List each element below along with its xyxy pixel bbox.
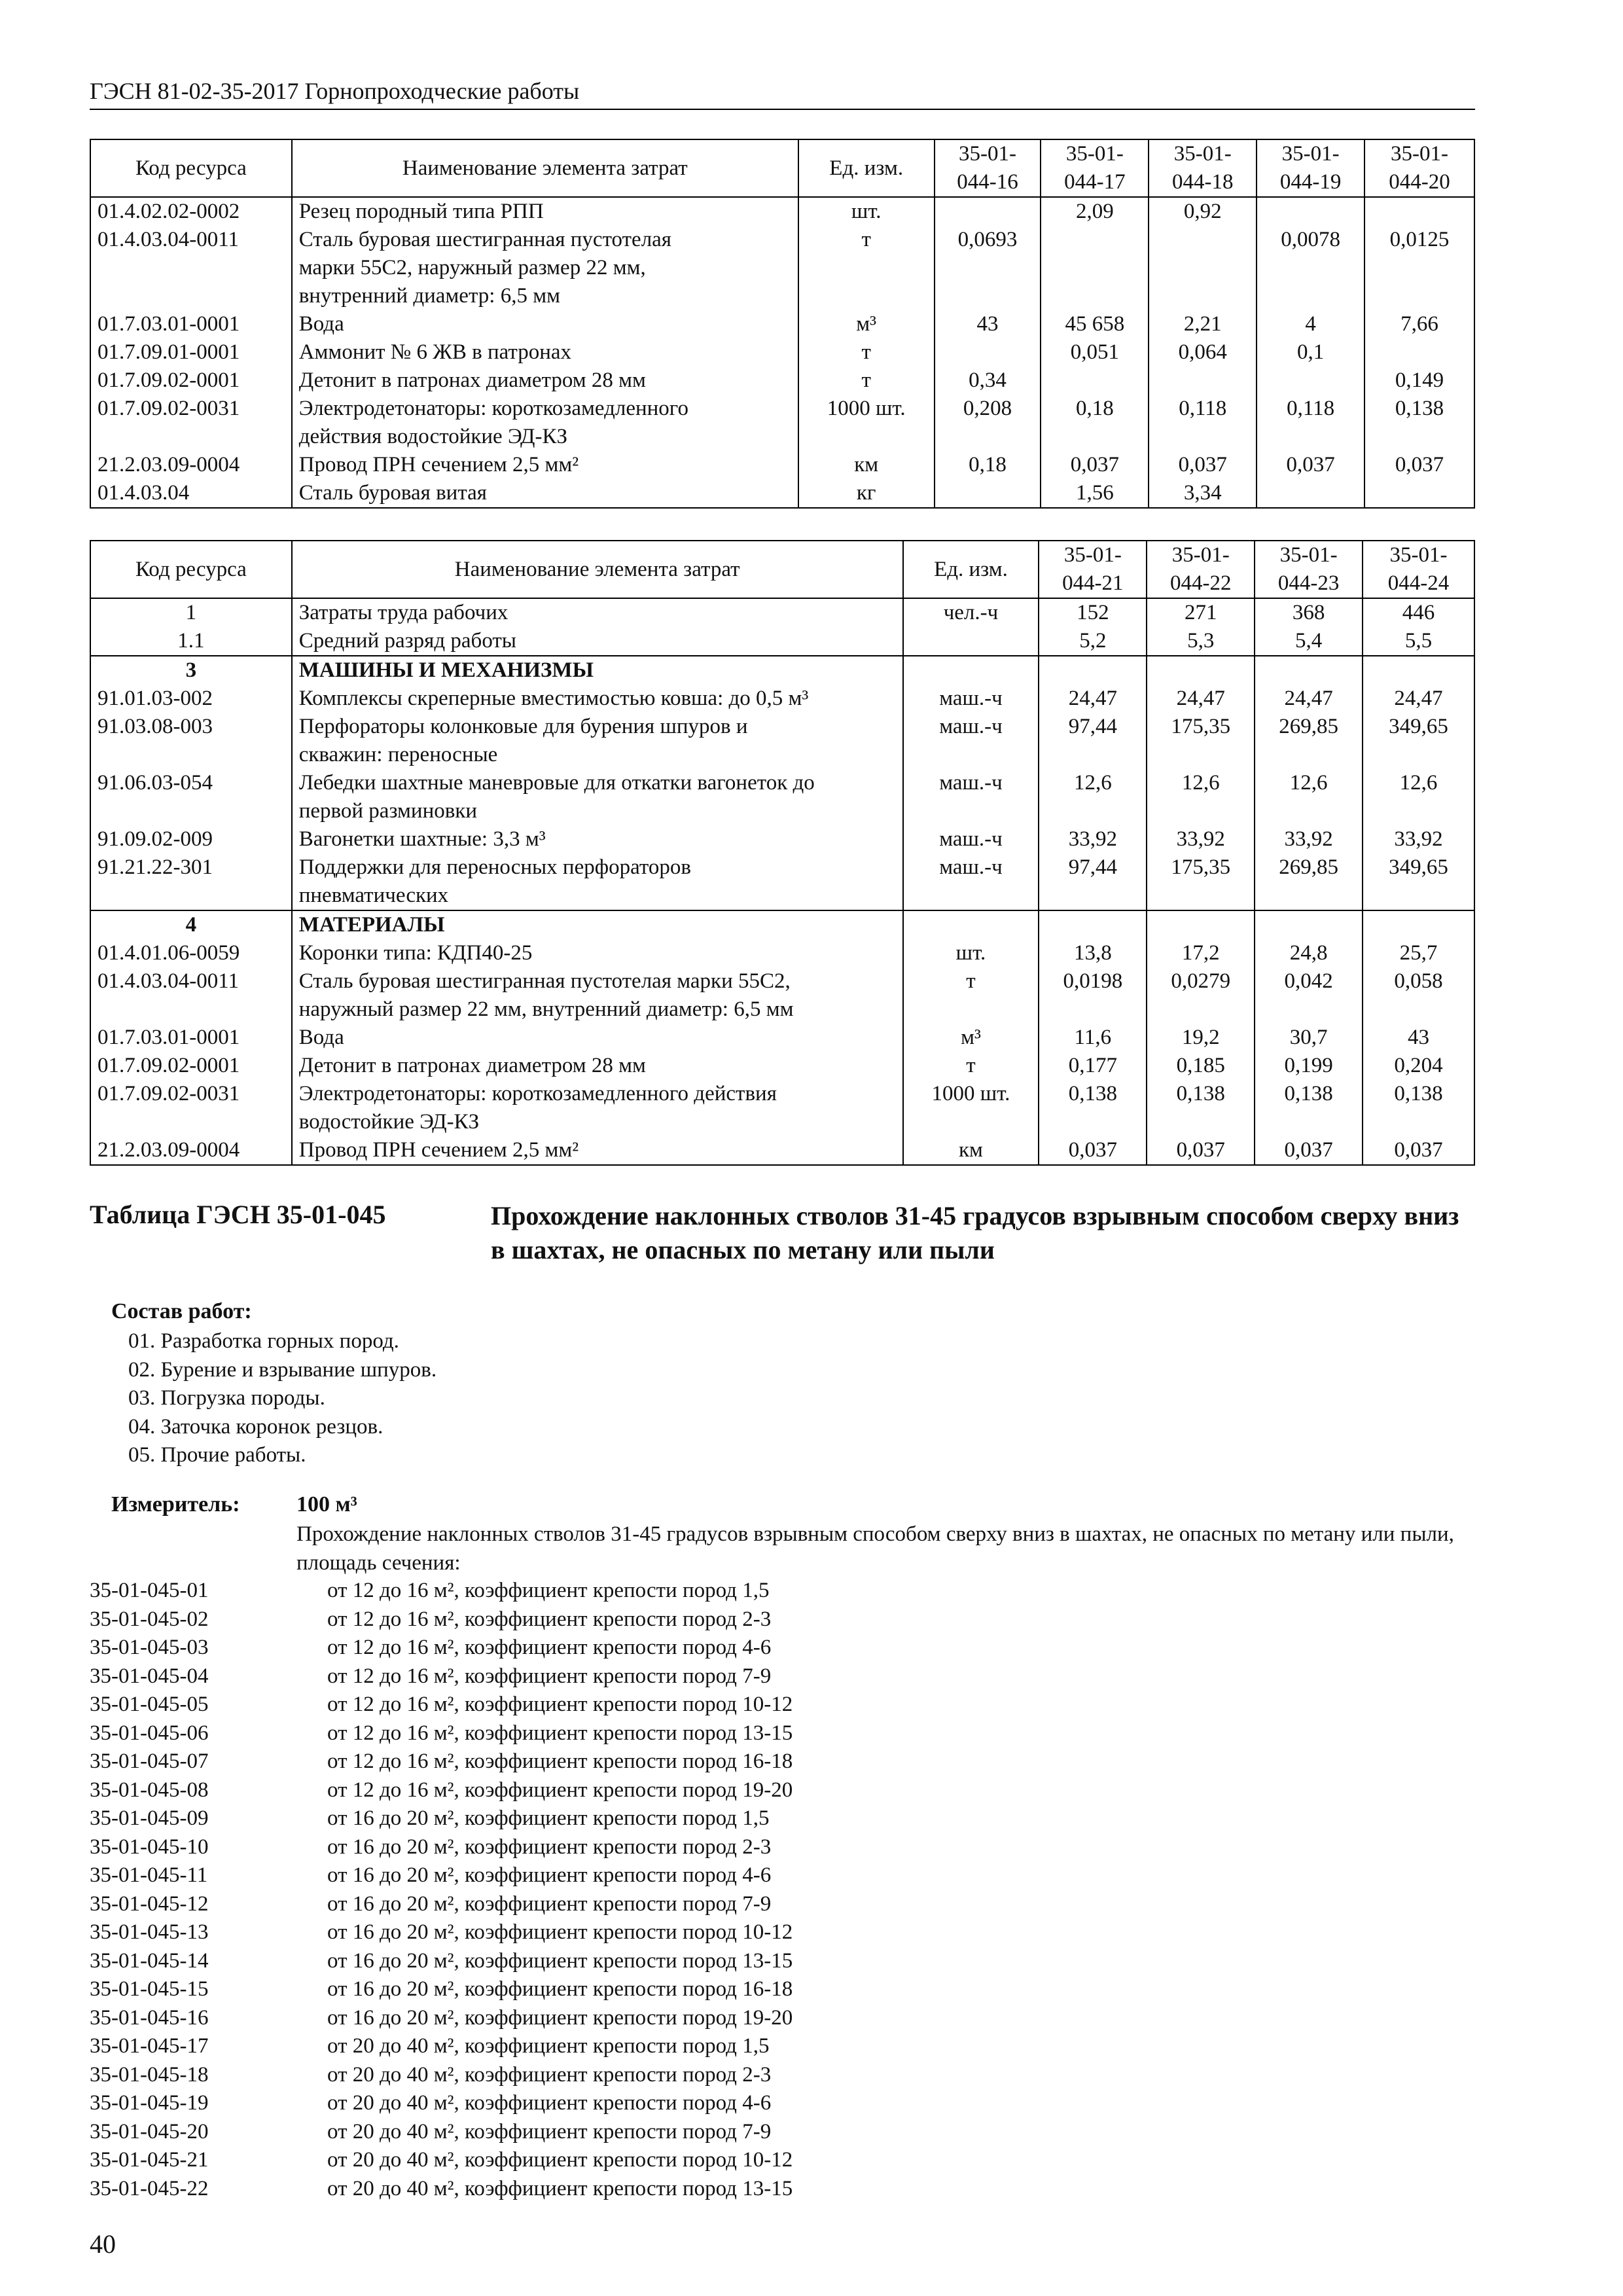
value-cell (935, 479, 1041, 508)
work-composition-item: 02. Бурение и взрывание шпуров. (128, 1357, 437, 1382)
value-cell (1363, 910, 1474, 939)
resource-code: 01.4.02.02-0002 (90, 197, 292, 226)
rate-row (90, 1975, 793, 2004)
value-cell: 0,92 (1149, 197, 1257, 226)
value-cell (1257, 197, 1364, 226)
rate-description: от 20 до 40 м², коэффициент крепости пород 2-3 (327, 2062, 772, 2087)
unit-cell: чел.-ч (903, 598, 1039, 627)
unit-cell: м³ (798, 310, 935, 338)
value-cell: 12,6 (1255, 769, 1363, 825)
value-cell: 269,85 (1255, 713, 1363, 769)
resource-name: Провод ПРН сечением 2,5 мм² (292, 451, 798, 479)
resource-name: Затраты труда рабочих (292, 598, 903, 627)
table-row (90, 1080, 1474, 1136)
resource-code: 4 (90, 910, 292, 939)
value-cell: 0,064 (1149, 338, 1257, 367)
value-cell: 33,92 (1147, 825, 1255, 853)
rate-code: 35-01-045-16 (90, 2005, 209, 2030)
value-cell: 0,0279 (1147, 967, 1255, 1024)
rate-row (90, 1861, 793, 1890)
value-cell: 446 (1363, 598, 1474, 627)
unit-cell: шт. (903, 939, 1039, 967)
rate-row (90, 1804, 793, 1833)
resource-code: 21.2.03.09-0004 (90, 1136, 292, 1165)
resource-code: 01.7.09.02-0031 (90, 1080, 292, 1136)
table-row (90, 967, 1474, 1024)
table-row (90, 1024, 1474, 1052)
value-cell (1147, 910, 1255, 939)
rate-list (90, 1577, 793, 2203)
value-cell: 13,8 (1039, 939, 1147, 967)
unit-cell: маш.-ч (903, 713, 1039, 769)
value-cell: 0,0693 (935, 226, 1041, 310)
value-cell: 0,149 (1364, 367, 1474, 395)
rate-row (90, 1691, 793, 1719)
resource-table-044-16-20 (90, 139, 1475, 509)
resource-name: Аммонит № 6 ЖВ в патронах (292, 338, 798, 367)
resource-code: 91.09.02-009 (90, 825, 292, 853)
resource-name: МАШИНЫ И МЕХАНИЗМЫ (292, 656, 903, 685)
rate-description: от 16 до 20 м², коэффициент крепости пород 7-9 (327, 1892, 772, 1916)
unit-cell: маш.-ч (903, 825, 1039, 853)
work-composition-item: 03. Погрузка породы. (128, 1386, 325, 1410)
table-row (90, 825, 1474, 853)
resource-code: 91.21.22-301 (90, 853, 292, 910)
resource-name: Коронки типа: КДП40-25 (292, 939, 903, 967)
table-heading: Таблица ГЭСН 35-01-045 (90, 1200, 386, 1229)
rate-code: 35-01-045-07 (90, 1749, 209, 1773)
rate-description: от 20 до 40 м², коэффициент крепости пород 7-9 (327, 2119, 772, 2144)
table-row (90, 627, 1474, 656)
rate-description: от 20 до 40 м², коэффициент крепости пород 4-6 (327, 2091, 772, 2115)
header-divider (90, 109, 1475, 110)
rate-row (90, 1748, 793, 1776)
value-cell: 19,2 (1147, 1024, 1255, 1052)
resource-code: 01.7.09.02-0031 (90, 395, 292, 451)
rate-row (90, 2032, 793, 2061)
resource-code: 91.03.08-003 (90, 713, 292, 769)
resource-name: Резец породный типа РПП (292, 197, 798, 226)
value-cell: 33,92 (1363, 825, 1474, 853)
resource-code: 01.4.03.04-0011 (90, 226, 292, 310)
unit-cell (903, 656, 1039, 685)
rate-description: от 16 до 20 м², коэффициент крепости пород 16-18 (327, 1977, 793, 2001)
rate-description: от 12 до 16 м², коэффициент крепости пород 4-6 (327, 1636, 772, 1659)
rate-code: 35-01-045-01 (90, 1579, 209, 1602)
value-cell: 45 658 (1041, 310, 1149, 338)
value-cell: 12,6 (1039, 769, 1147, 825)
rate-row (90, 1577, 793, 1605)
table-row (90, 939, 1474, 967)
unit-cell: шт. (798, 197, 935, 226)
rate-code: 35-01-045-18 (90, 2062, 209, 2087)
resource-name: Электродетонаторы: короткозамедленного действия водостойкие ЭД-КЗ (292, 395, 798, 451)
rate-row (90, 2175, 793, 2204)
resource-code: 01.7.09.02-0001 (90, 367, 292, 395)
rate-row (90, 1833, 793, 1862)
unit-cell: т (798, 338, 935, 367)
value-cell: 12,6 (1147, 769, 1255, 825)
value-cell (1364, 197, 1474, 226)
value-cell: 5,5 (1363, 627, 1474, 656)
value-cell: 43 (1363, 1024, 1474, 1052)
table-row (90, 479, 1474, 508)
value-cell: 97,44 (1039, 713, 1147, 769)
resource-name: Лебедки шахтные маневровые для откатки вагонеток до первой разминовки (292, 769, 903, 825)
unit-cell: 1000 шт. (798, 395, 935, 451)
value-cell: 24,47 (1039, 685, 1147, 713)
value-cell: 24,8 (1255, 939, 1363, 967)
table-row (90, 1136, 1474, 1165)
value-cell: 2,21 (1149, 310, 1257, 338)
value-cell (1364, 479, 1474, 508)
unit-cell: кг (798, 479, 935, 508)
value-cell: 0,118 (1149, 395, 1257, 451)
unit-cell: маш.-ч (903, 769, 1039, 825)
rate-row (90, 1719, 793, 1748)
rate-code: 35-01-045-10 (90, 1835, 209, 1859)
value-cell: 0,185 (1147, 1052, 1255, 1080)
resource-code: 91.01.03-002 (90, 685, 292, 713)
value-cell: 0,058 (1363, 967, 1474, 1024)
value-cell (1255, 910, 1363, 939)
value-cell: 17,2 (1147, 939, 1255, 967)
value-cell (1039, 656, 1147, 685)
column-header: Ед. изм. (903, 541, 1039, 598)
value-cell: 0,199 (1255, 1052, 1363, 1080)
rate-row (90, 1947, 793, 1976)
rate-description: от 12 до 16 м², коэффициент крепости пород 10-12 (327, 1693, 793, 1716)
value-cell (935, 338, 1041, 367)
resource-name: Детонит в патронах диаметром 28 мм (292, 1052, 903, 1080)
value-cell: 175,35 (1147, 713, 1255, 769)
value-cell: 0,138 (1364, 395, 1474, 451)
column-header: 35-01- 044-16 (935, 139, 1041, 197)
value-cell: 33,92 (1255, 825, 1363, 853)
table-row (90, 598, 1474, 627)
column-header: 35-01- 044-23 (1255, 541, 1363, 598)
value-cell (1041, 367, 1149, 395)
value-cell: 0,138 (1147, 1080, 1255, 1136)
table-row (90, 853, 1474, 910)
rate-description: от 16 до 20 м², коэффициент крепости пород 4-6 (327, 1863, 772, 1887)
resource-name: Сталь буровая шестигранная пустотелая марки 55С2, наружный размер 22 мм, внутренний диаметр: 6,5 мм (292, 226, 798, 310)
unit-cell: км (798, 451, 935, 479)
resource-name: Сталь буровая витая (292, 479, 798, 508)
work-composition-item: 01. Разработка горных пород. (128, 1329, 399, 1353)
value-cell: 0,051 (1041, 338, 1149, 367)
value-cell: 24,47 (1255, 685, 1363, 713)
unit-cell: т (903, 967, 1039, 1024)
rate-description: от 12 до 16 м², коэффициент крепости пород 7-9 (327, 1664, 772, 1688)
column-header: 35-01- 044-20 (1364, 139, 1474, 197)
value-cell: 3,34 (1149, 479, 1257, 508)
column-header: Ед. изм. (798, 139, 935, 197)
value-cell: 0,204 (1363, 1052, 1474, 1080)
value-cell: 24,47 (1363, 685, 1474, 713)
column-header: Код ресурса (90, 541, 292, 598)
rate-description: от 12 до 16 м², коэффициент крепости пород 19-20 (327, 1778, 793, 1802)
resource-code: 91.06.03-054 (90, 769, 292, 825)
work-composition-label: Состав работ: (111, 1299, 252, 1323)
table-row (90, 769, 1474, 825)
value-cell: 0,18 (935, 451, 1041, 479)
resource-name: Сталь буровая шестигранная пустотелая марки 55С2, наружный размер 22 мм, внутренний диаметр: 6,5 мм (292, 967, 903, 1024)
rate-description: от 20 до 40 м², коэффициент крепости пород 1,5 (327, 2034, 770, 2058)
page-number: 40 (90, 2229, 116, 2259)
column-header: 35-01- 044-22 (1147, 541, 1255, 598)
rate-row (90, 1634, 793, 1662)
column-header: 35-01- 044-24 (1363, 541, 1474, 598)
resource-name: Средний разряд работы (292, 627, 903, 656)
rate-code: 35-01-045-03 (90, 1636, 209, 1659)
unit-cell (903, 627, 1039, 656)
value-cell: 349,65 (1363, 713, 1474, 769)
value-cell: 33,92 (1039, 825, 1147, 853)
unit-cell: маш.-ч (903, 685, 1039, 713)
value-cell: 269,85 (1255, 853, 1363, 910)
value-cell: 0,037 (1364, 451, 1474, 479)
value-cell: 0,138 (1363, 1080, 1474, 1136)
value-cell: 4 (1257, 310, 1364, 338)
rate-code: 35-01-045-11 (90, 1863, 208, 1887)
value-cell: 0,037 (1147, 1136, 1255, 1165)
value-cell (1147, 656, 1255, 685)
rate-row (90, 1605, 793, 1634)
rate-code: 35-01-045-15 (90, 1977, 209, 2001)
unit-cell: т (798, 367, 935, 395)
table-row (90, 1052, 1474, 1080)
rate-code: 35-01-045-14 (90, 1948, 209, 1973)
measure-description: Прохождение наклонных стволов 31-45 градусов взрывным способом сверху вниз в шахтах, не опасных по метану или пыли, площадь сечения: (296, 1522, 1454, 1575)
rate-description: от 16 до 20 м², коэффициент крепости пород 1,5 (327, 1806, 770, 1830)
table-row (90, 367, 1474, 395)
unit-cell: т (798, 226, 935, 310)
column-header: Наименование элемента затрат (292, 139, 798, 197)
table-row (90, 395, 1474, 451)
value-cell: 0,18 (1041, 395, 1149, 451)
unit-cell: км (903, 1136, 1039, 1165)
resource-code: 3 (90, 656, 292, 685)
resource-code: 1 (90, 598, 292, 627)
value-cell: 0,037 (1041, 451, 1149, 479)
resource-code: 01.4.03.04-0011 (90, 967, 292, 1024)
unit-cell: т (903, 1052, 1039, 1080)
value-cell: 0,037 (1039, 1136, 1147, 1165)
value-cell: 0,037 (1257, 451, 1364, 479)
value-cell: 271 (1147, 598, 1255, 627)
value-cell (1149, 226, 1257, 310)
value-cell: 0,118 (1257, 395, 1364, 451)
resource-code: 01.7.09.02-0001 (90, 1052, 292, 1080)
value-cell: 0,0125 (1364, 226, 1474, 310)
column-header: 35-01- 044-19 (1257, 139, 1364, 197)
rate-row (90, 2004, 793, 2033)
measure-label: Измеритель: (111, 1492, 240, 1516)
rate-description: от 12 до 16 м², коэффициент крепости пород 16-18 (327, 1749, 793, 1773)
column-header: Наименование элемента затрат (292, 541, 903, 598)
value-cell: 152 (1039, 598, 1147, 627)
table-row (90, 197, 1474, 226)
unit-cell: 1000 шт. (903, 1080, 1039, 1136)
value-cell: 0,177 (1039, 1052, 1147, 1080)
value-cell: 0,0198 (1039, 967, 1147, 1024)
rate-row (90, 1890, 793, 1919)
value-cell (1041, 226, 1149, 310)
value-cell: 0,037 (1363, 1136, 1474, 1165)
resource-name: Поддержки для переносных перфораторов пневматических (292, 853, 903, 910)
table-row (90, 338, 1474, 367)
resource-name: Вода (292, 1024, 903, 1052)
rate-description: от 16 до 20 м², коэффициент крепости пород 19-20 (327, 2005, 793, 2030)
section-row (90, 656, 1474, 685)
rate-description: от 12 до 16 м², коэффициент крепости пород 2-3 (327, 1607, 772, 1631)
rate-row (90, 1662, 793, 1691)
value-cell (1363, 656, 1474, 685)
section-row (90, 910, 1474, 939)
value-cell (1039, 910, 1147, 939)
rate-code: 35-01-045-06 (90, 1721, 209, 1745)
resource-code: 01.7.03.01-0001 (90, 310, 292, 338)
value-cell: 175,35 (1147, 853, 1255, 910)
rate-row (90, 2061, 793, 2090)
rate-code: 35-01-045-02 (90, 1607, 209, 1631)
resource-table-044-21-24 (90, 540, 1475, 1166)
rate-code: 35-01-045-05 (90, 1693, 209, 1716)
value-cell: 5,4 (1255, 627, 1363, 656)
table-title: Прохождение наклонных стволов 31-45 градусов взрывным способом сверху вниз в шахтах, не опасных по метану или пыли (491, 1201, 1459, 1265)
value-cell: 11,6 (1039, 1024, 1147, 1052)
resource-code: 21.2.03.09-0004 (90, 451, 292, 479)
rate-description: от 20 до 40 м², коэффициент крепости пород 13-15 (327, 2176, 793, 2200)
value-cell: 368 (1255, 598, 1363, 627)
resource-code: 01.7.03.01-0001 (90, 1024, 292, 1052)
column-header: 35-01- 044-17 (1041, 139, 1149, 197)
work-composition-list (128, 1327, 437, 1470)
value-cell: 0,138 (1255, 1080, 1363, 1136)
value-cell: 24,47 (1147, 685, 1255, 713)
resource-name: Провод ПРН сечением 2,5 мм² (292, 1136, 903, 1165)
value-cell (1255, 656, 1363, 685)
value-cell: 0,037 (1255, 1136, 1363, 1165)
rate-code: 35-01-045-20 (90, 2119, 209, 2144)
table-row (90, 310, 1474, 338)
value-cell: 5,3 (1147, 627, 1255, 656)
resource-code: 1.1 (90, 627, 292, 656)
value-cell: 25,7 (1363, 939, 1474, 967)
value-cell: 0,0078 (1257, 226, 1364, 310)
rate-code: 35-01-045-12 (90, 1892, 209, 1916)
rate-row (90, 2118, 793, 2147)
value-cell (1257, 367, 1364, 395)
unit-cell (903, 910, 1039, 939)
rate-description: от 20 до 40 м², коэффициент крепости пород 10-12 (327, 2148, 793, 2172)
rate-code: 35-01-045-13 (90, 1920, 209, 1944)
rate-description: от 12 до 16 м², коэффициент крепости пород 1,5 (327, 1579, 770, 1602)
rate-code: 35-01-045-22 (90, 2176, 209, 2200)
value-cell: 12,6 (1363, 769, 1474, 825)
value-cell: 0,138 (1039, 1080, 1147, 1136)
rate-code: 35-01-045-21 (90, 2148, 209, 2172)
rate-code: 35-01-045-04 (90, 1664, 209, 1688)
rate-description: от 12 до 16 м², коэффициент крепости пород 13-15 (327, 1721, 793, 1745)
work-composition-item: 05. Прочие работы. (128, 1443, 306, 1467)
value-cell: 0,1 (1257, 338, 1364, 367)
unit-cell: маш.-ч (903, 853, 1039, 910)
resource-name: Перфораторы колонковые для бурения шпуров и скважин: переносные (292, 713, 903, 769)
rate-row (90, 1918, 793, 1947)
rate-code: 35-01-045-19 (90, 2091, 209, 2115)
resource-name: МАТЕРИАЛЫ (292, 910, 903, 939)
value-cell (1149, 367, 1257, 395)
resource-code: 01.7.09.01-0001 (90, 338, 292, 367)
column-header: 35-01- 044-18 (1149, 139, 1257, 197)
value-cell: 5,2 (1039, 627, 1147, 656)
table-row (90, 713, 1474, 769)
rate-code: 35-01-045-09 (90, 1806, 209, 1830)
table-row (90, 226, 1474, 310)
table-row (90, 451, 1474, 479)
value-cell (1257, 479, 1364, 508)
value-cell: 0,208 (935, 395, 1041, 451)
rate-description: от 16 до 20 м², коэффициент крепости пород 13-15 (327, 1948, 793, 1973)
rate-row (90, 2089, 793, 2118)
unit-cell: м³ (903, 1024, 1039, 1052)
measure-unit: 100 м³ (296, 1492, 357, 1516)
value-cell: 43 (935, 310, 1041, 338)
value-cell: 2,09 (1041, 197, 1149, 226)
value-cell: 0,037 (1149, 451, 1257, 479)
rate-code: 35-01-045-08 (90, 1778, 209, 1802)
value-cell: 1,56 (1041, 479, 1149, 508)
rate-code: 35-01-045-17 (90, 2034, 209, 2058)
resource-name: Вагонетки шахтные: 3,3 м³ (292, 825, 903, 853)
value-cell: 30,7 (1255, 1024, 1363, 1052)
column-header: Код ресурса (90, 139, 292, 197)
resource-name: Комплексы скреперные вместимостью ковша: до 0,5 м³ (292, 685, 903, 713)
resource-name: Детонит в патронах диаметром 28 мм (292, 367, 798, 395)
document-header-title: ГЭСН 81-02-35-2017 Горнопроходческие работы (90, 78, 580, 104)
value-cell: 7,66 (1364, 310, 1474, 338)
value-cell: 97,44 (1039, 853, 1147, 910)
column-header: 35-01- 044-21 (1039, 541, 1147, 598)
resource-code: 01.4.01.06-0059 (90, 939, 292, 967)
rate-row (90, 1776, 793, 1805)
resource-code: 01.4.03.04 (90, 479, 292, 508)
rate-row (90, 2146, 793, 2175)
value-cell (935, 197, 1041, 226)
value-cell (1364, 338, 1474, 367)
rate-description: от 16 до 20 м², коэффициент крепости пород 10-12 (327, 1920, 793, 1944)
work-composition-item: 04. Заточка коронок резцов. (128, 1414, 383, 1439)
value-cell: 0,34 (935, 367, 1041, 395)
rate-description: от 16 до 20 м², коэффициент крепости пород 2-3 (327, 1835, 772, 1859)
table-row (90, 685, 1474, 713)
value-cell: 349,65 (1363, 853, 1474, 910)
resource-name: Электродетонаторы: короткозамедленного действия водостойкие ЭД-КЗ (292, 1080, 903, 1136)
resource-name: Вода (292, 310, 798, 338)
value-cell: 0,042 (1255, 967, 1363, 1024)
